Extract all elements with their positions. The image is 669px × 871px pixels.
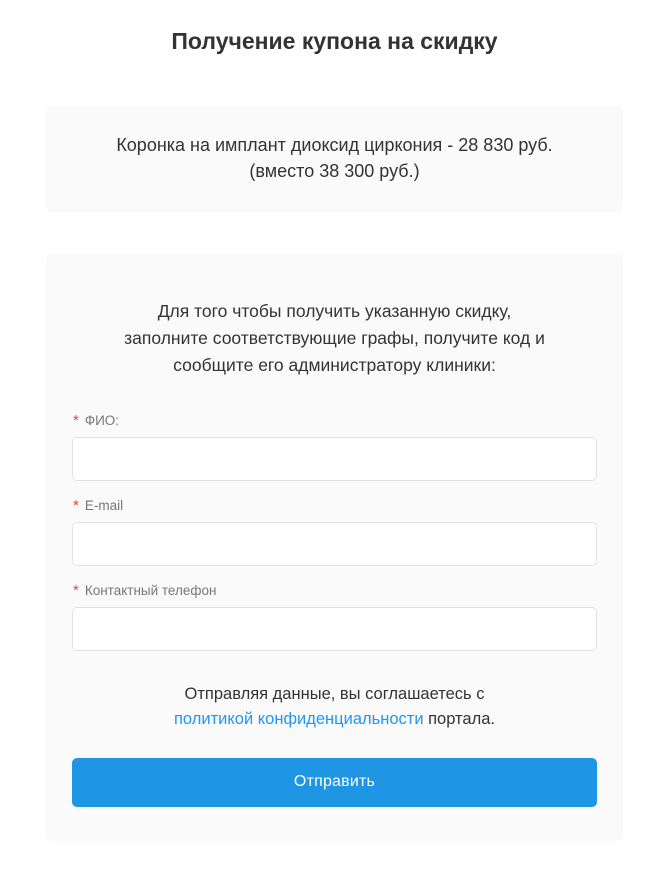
field-fullname: [72, 413, 597, 481]
fullname-input[interactable]: [72, 437, 597, 481]
field-phone: [72, 583, 597, 651]
offer-line-1: Коронка на имплант диоксид циркония - 28 830 руб.: [116, 134, 553, 155]
email-label: E-mail: [84, 498, 124, 514]
submit-button[interactable]: Отправить: [72, 758, 597, 807]
email-label-row: [73, 498, 597, 513]
form-instructions-line-3: сообщите его администратору клиники:: [173, 355, 496, 376]
fullname-label-row: [73, 413, 597, 428]
fullname-label: ФИО:: [84, 413, 120, 429]
page-title: Получение купона на скидку: [171, 28, 498, 54]
phone-label: Контактный телефон: [84, 583, 217, 599]
offer-text: [70, 132, 599, 184]
email-input[interactable]: [72, 522, 597, 566]
form-instructions-line-1: Для того чтобы получить указанную скидку,: [157, 301, 512, 322]
offer-card: [46, 106, 623, 212]
offer-line-2: (вместо 38 300 руб.): [249, 160, 420, 181]
form-instructions-line-2: заполните соответствующие графы, получите код и: [124, 328, 545, 349]
field-email: [72, 498, 597, 566]
form-instructions: [72, 298, 597, 379]
privacy-policy-link[interactable]: политикой конфиденциальности: [174, 710, 424, 729]
required-asterisk-icon: *: [73, 497, 79, 515]
required-asterisk-icon: *: [73, 412, 79, 430]
phone-label-row: [73, 583, 597, 598]
consent-text: [72, 682, 597, 732]
consent-prefix: Отправляя данные, вы соглашаетесь с: [184, 685, 485, 704]
consent-suffix: портала.: [423, 710, 495, 729]
required-asterisk-icon: *: [73, 582, 79, 600]
phone-input[interactable]: [72, 607, 597, 651]
coupon-form-card: [46, 254, 623, 841]
